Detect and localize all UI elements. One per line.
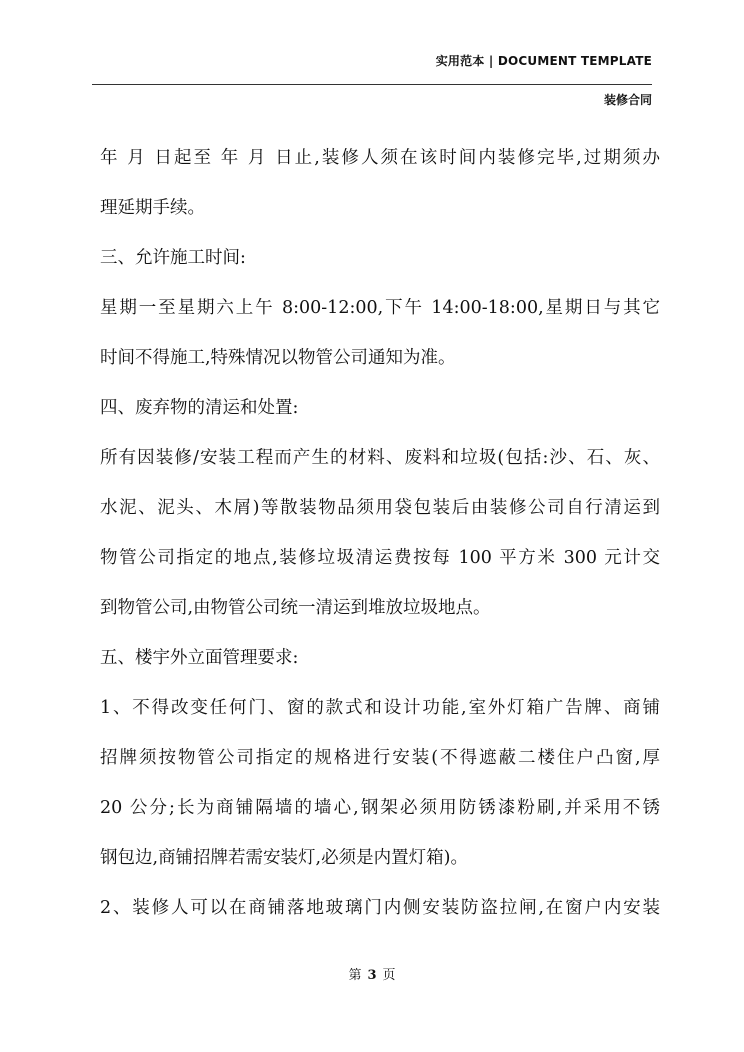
paragraph-line: 到物管公司,由物管公司统一清运到堆放垃圾地点。 <box>100 598 491 618</box>
paragraph-line: 2、装修人可以在商铺落地玻璃门内侧安装防盗拉闸,在窗户内安装 <box>100 898 660 918</box>
section-heading: 五、楼宇外立面管理要求: <box>100 648 299 668</box>
paragraph-line: 物管公司指定的地点,装修垃圾清运费按每 100 平方米 300 元计交 <box>100 548 660 568</box>
page-footer <box>0 964 744 983</box>
paragraph-line: 水泥、泥头、木屑)等散装物品须用袋包装后由装修公司自行清运到 <box>100 498 660 518</box>
paragraph-line: 所有因装修/安装工程而产生的材料、废料和垃圾(包括:沙、石、灰、 <box>100 448 660 468</box>
paragraph-line: 理延期手续。 <box>100 198 205 218</box>
paragraph-line: 时间不得施工,特殊情况以物管公司通知为准。 <box>100 348 456 368</box>
paragraph-line: 钢包边,商铺招牌若需安装灯,必须是内置灯箱)。 <box>100 848 468 868</box>
paragraph-line: 年 月 日起至 年 月 日止,装修人须在该时间内装修完毕,过期须办 <box>100 148 660 168</box>
page-suffix: 页 <box>382 968 396 983</box>
page-prefix: 第 <box>348 968 362 983</box>
section-heading: 三、允许施工时间: <box>100 248 246 268</box>
document-subtitle: 装修合同 <box>603 93 652 107</box>
header-divider <box>92 84 652 85</box>
contract-body <box>100 138 660 938</box>
paragraph-line: 星期一至星期六上午 8:00-12:00,下午 14:00-18:00,星期日与其它 <box>100 298 660 318</box>
paragraph-line: 招牌须按物管公司指定的规格进行安装(不得遮蔽二楼住户凸窗,厚 <box>100 748 660 768</box>
page-number: 3 <box>367 968 377 983</box>
section-heading: 四、废弃物的清运和处置: <box>100 398 299 418</box>
document-header-title: 实用范本 | DOCUMENT TEMPLATE <box>435 54 652 68</box>
paragraph-line: 20 公分;长为商铺隔墙的墙心,钢架必须用防锈漆粉刷,并采用不锈 <box>100 798 660 818</box>
paragraph-line: 1、不得改变任何门、窗的款式和设计功能,室外灯箱广告牌、商铺 <box>100 698 660 718</box>
